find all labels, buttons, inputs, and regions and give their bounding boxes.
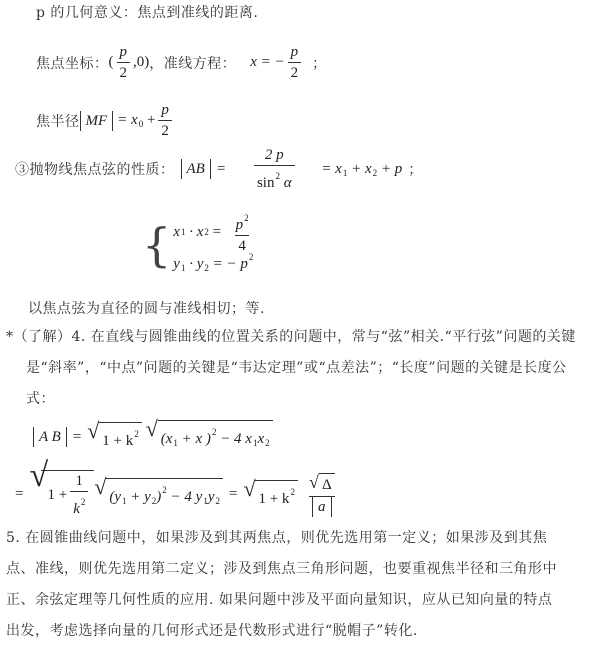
p-over-2: $\frac{p}{2}$ — [158, 100, 172, 141]
p-symbol: p — [36, 5, 46, 21]
section-5-text: 5. 在圆锥曲线问题中，如果涉及到其两焦点，则优先选用第一定义；如果涉及到其焦点、准线，则优先选用第二定义；涉及到焦点三角形问题，也要重视焦半径和三角形中正、余弦定理等几何性质的应用. 如果问题中涉及平面向量知识，应从已知向量的特点出发，考虑选择向量的几何形式还是代数形式进行“脱帽子”转化. — [6, 530, 557, 639]
focus-coordinate-line — [36, 42, 327, 83]
directrix-label: ，准线方程： — [149, 55, 237, 72]
focus-label: 焦点坐标： — [36, 55, 109, 72]
p-meaning-text: 的几何意义：焦点到准线的距离. — [45, 5, 259, 21]
semicolon: ； — [312, 55, 327, 72]
left-brace-icon: { — [142, 218, 172, 272]
focal-radius-rhs: = $x_0$ + — [117, 112, 156, 129]
tangent-circle-line: 以焦点弦为直径的圆与准线相切；等. — [28, 301, 265, 317]
focal-chord-label: ③抛物线焦点弦的性质： — [15, 162, 175, 178]
ab-abs: AB — [181, 159, 211, 179]
ab-abs: A B — [33, 427, 67, 447]
p-meaning-line — [36, 2, 258, 22]
length-formula-row2: = √ 1 + $\frac{1}{k^2}$ √ $(y_1 + y_2)^2 - 4$ $y_1y_2$ = √ $1 + k^2$ √ Δ a — [15, 470, 341, 519]
coord-close: ,0) — [133, 54, 150, 70]
2p-over-sin2alpha: $\frac{2 p}{\sin^2 \alpha}$ — [234, 145, 314, 193]
focal-radius-label: 焦半径 — [36, 113, 80, 130]
product-system — [142, 212, 263, 278]
length-formula-row1: A B = √ $1 + k^2$ √ ($x_1 + x$ )$^2$ − 4 $x_1x_2$ — [33, 420, 273, 454]
system-row-x: x 1 · x 2 = $\frac{p^2}{4}$ — [173, 213, 249, 254]
focal-radius-line — [36, 100, 175, 141]
system-row-y: $y_1 \cdot y_2$ = − $p^2$ — [173, 252, 254, 273]
coord-open: ( — [108, 54, 114, 70]
focal-chord-line: ③抛物线焦点弦的性质： AB = $\frac{2 p}{\sin^2 \alpha}$ = $x_1 + x_2 + p$ ； — [15, 147, 423, 191]
directrix-p-over-2: $\frac{p}{2}$ — [288, 42, 302, 83]
directrix-x-eq: x = − — [250, 54, 285, 70]
section-4-text: *（了解）4. 在直线与圆锥曲线的位置关系的问题中，常与“弦”相关.“平行弦”问题的关键是“斜率”，“中点”问题的关键是“韦达定理”或“点差法”；“长度”问题的关键是长度公式： — [6, 329, 576, 407]
p-over-2: $\frac{p}{2}$ — [117, 42, 131, 83]
mf-abs: MF — [80, 111, 114, 131]
